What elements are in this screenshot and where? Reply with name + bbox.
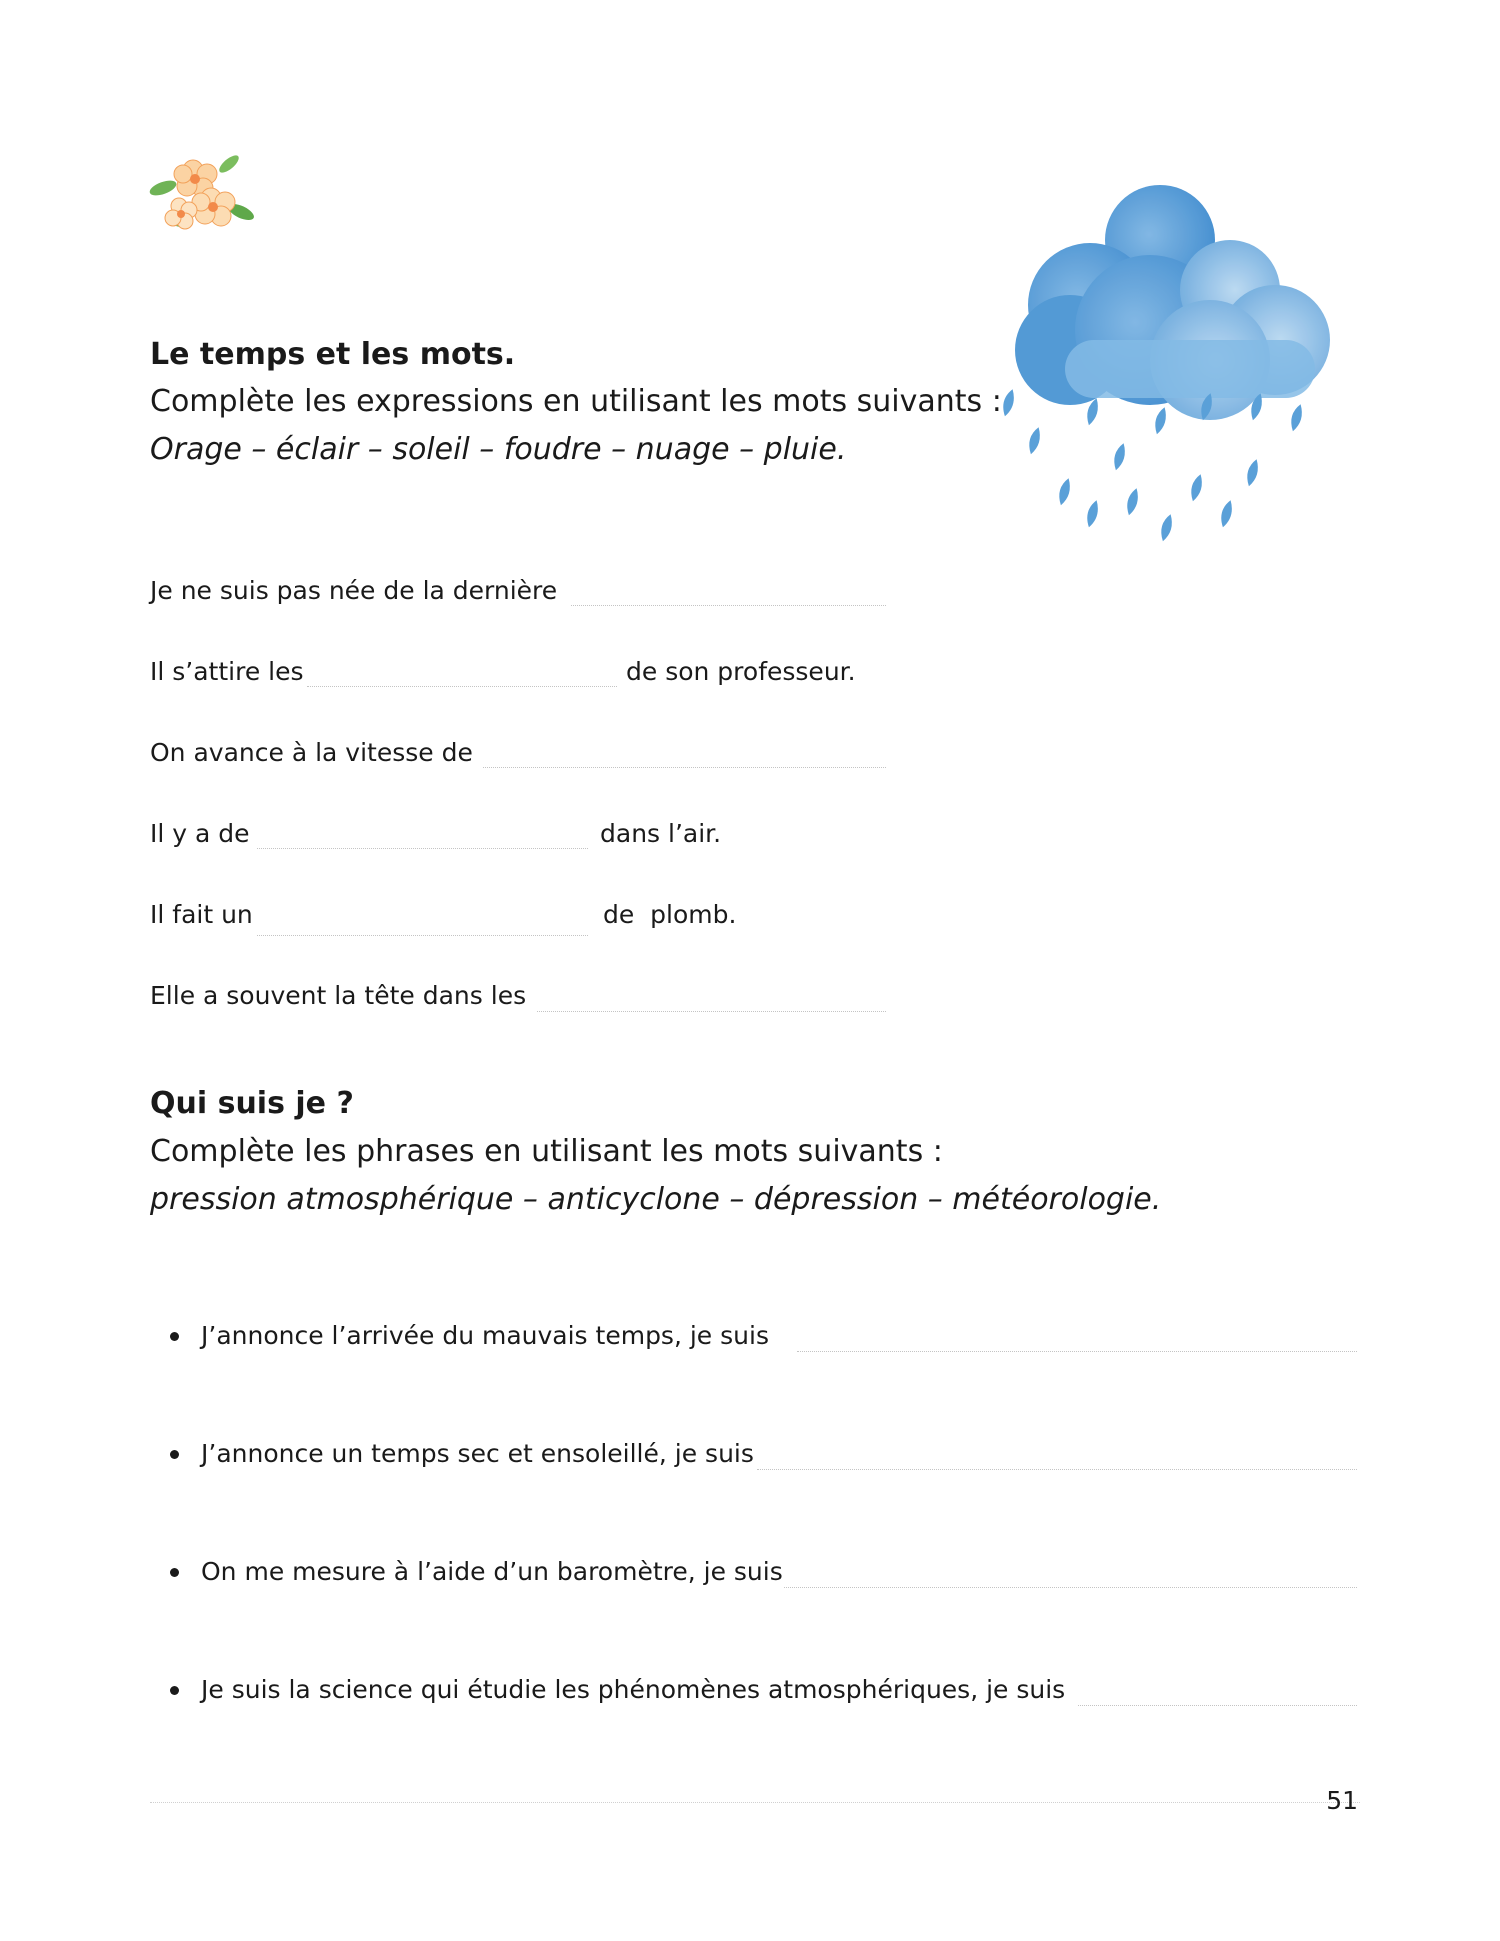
riddle-answer-blank-3[interactable] [784, 1587, 1357, 1588]
word-list: pression atmosphérique – anticyclone – dépression – météorologie. [150, 1182, 1162, 1217]
section-instruction: Complète les phrases en utilisant les mots suivants : [150, 1134, 943, 1169]
rain-cloud-icon [985, 180, 1355, 600]
sentence-4-end: dans l’air. [600, 819, 722, 848]
sentence-4-text: Il y a de [150, 819, 250, 848]
sentence-6-text: Elle a souvent la tête dans les [150, 981, 527, 1010]
riddle-answer-blank-1[interactable] [797, 1351, 1357, 1352]
sentence-5-end: de plomb. [603, 900, 737, 929]
sentence-5-text: Il fait un [150, 900, 253, 929]
answer-blank-4[interactable] [257, 848, 588, 849]
sentence-3-text: On avance à la vitesse de [150, 738, 473, 767]
page-number: 51 [1326, 1786, 1358, 1815]
riddle-4-text: Je suis la science qui étudie les phénomènes atmosphériques, je suis [201, 1675, 1066, 1704]
answer-blank-1[interactable] [571, 605, 886, 606]
answer-blank-3[interactable] [483, 767, 886, 768]
bullet [170, 1568, 179, 1577]
riddle-2-text: J’annonce un temps sec et ensoleillé, je suis [201, 1439, 754, 1468]
section-title-who-am-i: Qui suis je ? [150, 1086, 354, 1121]
answer-blank-2[interactable] [307, 686, 617, 687]
sentence-2-end: de son professeur. [626, 657, 856, 686]
answer-blank-5[interactable] [257, 935, 588, 936]
riddle-answer-blank-4[interactable] [1078, 1705, 1357, 1706]
riddle-answer-blank-2[interactable] [757, 1469, 1357, 1470]
flower-decoration-icon [145, 148, 257, 240]
section-instruction: Complète les expressions en utilisant les mots suivants : [150, 384, 1002, 419]
section-title-weather-words: Le temps et les mots. [150, 337, 516, 372]
answer-blank-6[interactable] [537, 1011, 886, 1012]
riddle-3-text: On me mesure à l’aide d’un baromètre, je suis [201, 1557, 783, 1586]
sentence-1-text: Je ne suis pas née de la dernière [150, 576, 558, 605]
bullet [170, 1450, 179, 1459]
footer-divider [150, 1802, 1360, 1803]
bullet [170, 1686, 179, 1695]
sentence-2-text: Il s’attire les [150, 657, 304, 686]
riddle-1-text: J’annonce l’arrivée du mauvais temps, je suis [201, 1321, 769, 1350]
bullet [170, 1332, 179, 1341]
word-list: Orage – éclair – soleil – foudre – nuage – pluie. [150, 432, 847, 467]
